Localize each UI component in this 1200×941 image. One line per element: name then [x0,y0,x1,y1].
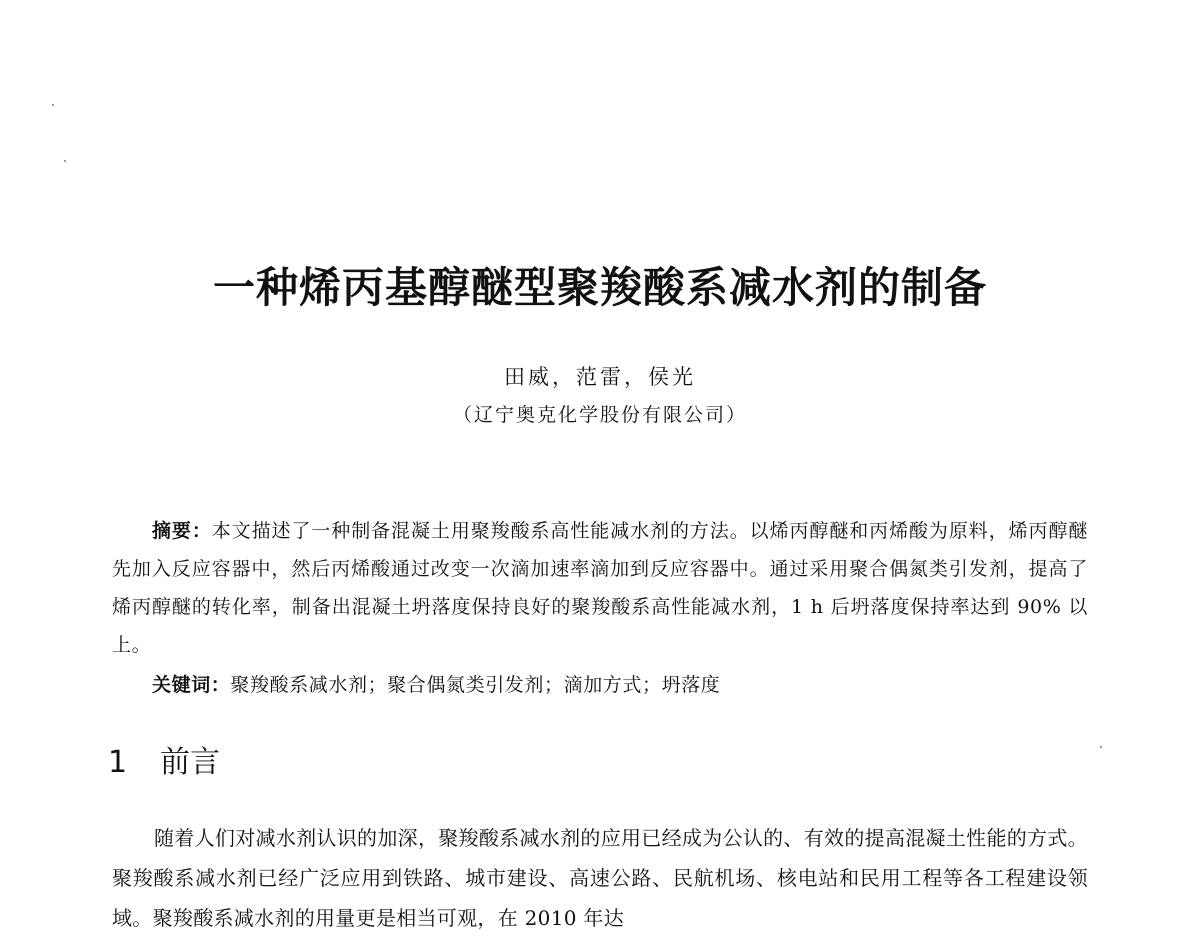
section-number: 1 [108,745,128,780]
body-paragraph: 随着人们对减水剂认识的加深，聚羧酸系减水剂的应用已经成为公认的、有效的提高混凝土性能的方式。聚羧酸系减水剂已经广泛应用到铁路、城市建设、高速公路、民航机场、核电站和民用工程等各工程建设领域。聚羧酸系减水剂的用量更是相当可观，在 2010 年达 [112,826,1088,930]
paper-title: 一种烯丙基醇醚型聚羧酸系减水剂的制备 [212,263,987,312]
scan-speck [64,160,66,162]
section-title: 前言 [160,745,220,780]
abstract-text: 本文描述了一种制备混凝土用聚羧酸系高性能减水剂的方法。以烯丙醇醚和丙烯酸为原料，烯丙醇醚先加入反应容器中，然后丙烯酸通过改变一次滴加速率滴加到反应容器中。通过采用聚合偶氮类引发剂，提高了烯丙醇醚的转化率，制备出混凝土坍落度保持良好的聚羧酸系高性能减水剂，1 h 后坍落度保持率达到 90% 以上。 [112,520,1088,656]
keywords-text: 聚羧酸系减水剂；聚合偶氮类引发剂；滴加方式；坍落度 [230,674,721,696]
section-heading [108,738,220,788]
abstract-label: 摘要： [152,520,212,542]
keywords-label: 关键词： [152,674,231,696]
abstract-paragraph [112,512,1088,664]
keywords-paragraph [112,666,1088,704]
scan-speck [1100,746,1102,748]
scan-speck [52,104,54,106]
author-list: 田威，范雷，侯光 [504,365,696,389]
author-affiliation: （辽宁奥克化学股份有限公司） [452,404,747,426]
